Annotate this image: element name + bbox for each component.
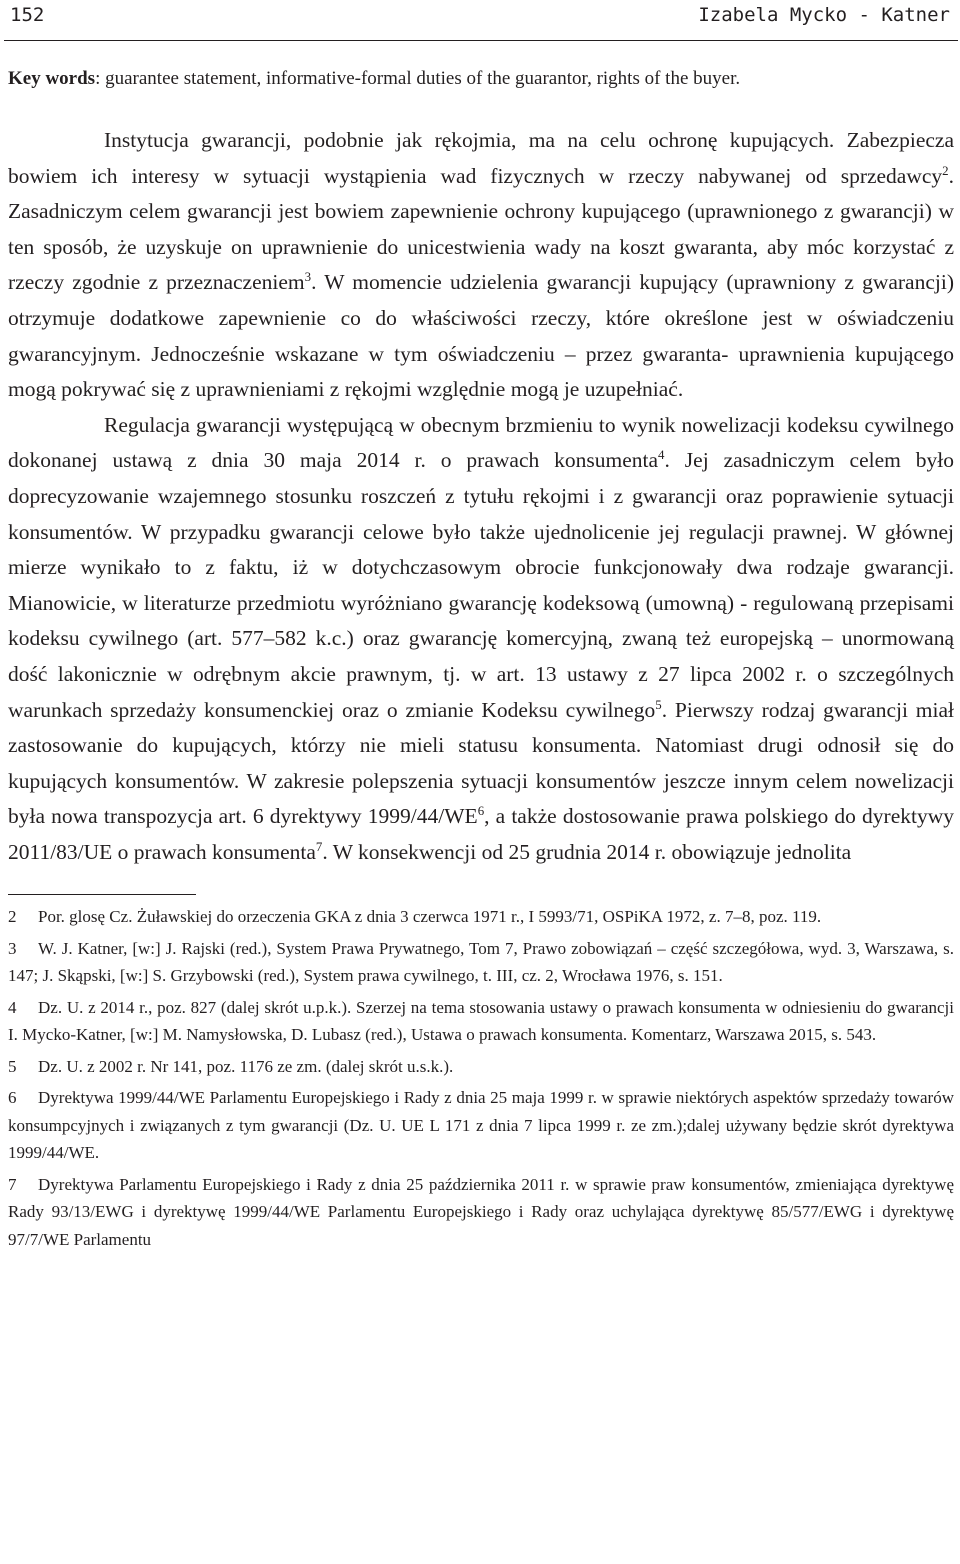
paragraph-2-text-c: . Pierwszy rodzaj gwarancji miał zastosowanie do kupujących, którzy nie mieli statusu konsumenta. Natomiast drugi odnosił się do kupujących konsumentów. W zakresie polepszenia sytuacji konsumentów jeszcze innym celem nowelizacji była nowa transpozycja art. 6 dyrektywy 1999/44/WE <box>8 697 955 829</box>
paragraph-1-text-b: . Zasadniczym celem gwarancji jest bowiem zapewnienie ochrony kupującego (uprawnionego z gwarancji) w ten sposób, że uzyskuje on uprawnienie do unicestwienia wady na koszt gwaranta, aby móc korzystać z rzeczy zgodnie z przeznaczeniem <box>8 163 954 295</box>
paragraph-2-text-b: . Jej zasadniczym celem było doprecyzowanie wzajemnego stosunku roszczeń z tytułu rękojmi i z gwarancji oraz poprawienie sytuacji konsumentów. W przypadku gwarancji celowe było także ujednolicenie jej regulacji prawnej. W głównej mierze wynikało to z faktu, iż w dotychczasowym obrocie funkcjonowały dwa rodzaje gwarancji. Mianowicie, w literaturze przedmiotu wyróżniano gwarancję kodeksową (umowną) - regulowaną przepisami kodeksu cywilnego (art. 577–582 k.c.) oraz gwarancję komercyjną, zwaną też europejską – unormowaną dość lakonicznie w odrębnym akcie prawnym, tj. w art. 13 ustawy z 27 lipca 2002 r. o szczególnych warunkach sprzedaży konsumenckiej oraz o zmianie Kodeksu cywilnego <box>8 448 954 722</box>
keywords-label: Key words <box>8 68 96 89</box>
footnote-ref-2[interactable]: 2 <box>942 163 949 178</box>
footnotes <box>8 903 954 1253</box>
footnote-text: Dz. U. z 2014 r., poz. 827 (dalej skrót u.p.k.). Szerzej na tema stosowania ustawy o prawach konsumenta w odniesieniu do gwarancji I. Mycko-Katner, [w:] M. Namysłowska, D. Lubasz (red.), Ustawa o prawach konsumenta. Komentarz, Warszawa 2015, s. 543. <box>8 997 954 1045</box>
footnote-6 <box>8 1084 954 1167</box>
footnote-2 <box>8 903 954 931</box>
footnote-text: Dyrektywa Parlamentu Europejskiego i Rady z dnia 25 października 2011 r. w sprawie praw konsumentów, zmieniająca dyrektywę Rady 93/13/EWG i dyrektywę 1999/44/WE Parlamentu Europejskiego i Rady oraz uchylająca dyrektywę 85/577/EWG i dyrektywę 97/7/WE Parlamentu <box>8 1174 954 1249</box>
paragraph-2-text-e: . W konsekwencji od 25 grudnia 2014 r. obowiązuje jednolita <box>322 839 852 864</box>
footnote-text: Por. glosę Cz. Żuławskiej do orzeczenia GKA z dnia 3 czerwca 1971 r., I 5993/71, OSPiKA 1972, z. 7–8, poz. 119. <box>38 907 822 927</box>
footnote-text: Dz. U. z 2002 r. Nr 141, poz. 1176 ze zm. (dalej skrót u.s.k.). <box>38 1056 454 1076</box>
footnote-number: 6 <box>8 1088 17 1108</box>
footnote-3 <box>8 935 954 990</box>
keywords-text: : guarantee statement, informative-formal duties of the guarantor, rights of the buyer. <box>95 68 741 89</box>
footnote-ref-5[interactable]: 5 <box>655 697 662 712</box>
footnote-text: Dyrektywa 1999/44/WE Parlamentu Europejskiego i Rady z dnia 25 maja 1999 r. w sprawie niektórych aspektów sprzedaży towarów konsumpcyjnych i związanych z tym gwarancji (Dz. U. UE L 171 z dnia 7 lipca 1999 r. ze zm.);dalej używany będzie skrót dyrektywa 1999/44/WE. <box>8 1088 954 1163</box>
footnote-number: 4 <box>8 997 17 1017</box>
footnote-number: 5 <box>8 1056 17 1076</box>
footnote-number: 3 <box>8 938 17 958</box>
page-number: 152 <box>10 4 45 26</box>
footnote-ref-3[interactable]: 3 <box>304 270 312 285</box>
footnote-number: 2 <box>8 907 17 927</box>
running-header <box>4 0 958 41</box>
footnote-7 <box>8 1171 954 1254</box>
footnote-4 <box>8 994 954 1049</box>
footnote-ref-6[interactable]: 6 <box>477 804 485 819</box>
paragraph-1-text-c: . W momencie udzielenia gwarancji kupujący (uprawniony z gwarancji) otrzymuje dodatkowe zapewnienie co do właściwości rzeczy, które określone jest w oświadczeniu gwarancyjnym. Jednocześnie wskazane w tym oświadczeniu – przez gwaranta- uprawnienia kupującego mogą pokrywać się z uprawnieniami z rękojmi względnie mogą je uzupełniać. <box>8 270 954 402</box>
body-text <box>8 123 954 870</box>
paragraph-2-text-a: Regulacja gwarancji występującą w obecnym brzmieniu to wynik nowelizacji kodeksu cywilnego dokonanej ustawą z dnia 30 maja 2014 r. o prawach konsumenta <box>8 412 954 473</box>
paragraph-1-text-a: Instytucja gwarancji, podobnie jak rękojmia, ma na celu ochronę kupujących. Zabezpiecza bowiem ich interesy w sytuacji wystąpienia wad fizycznych w rzeczy nabywanej od sprzedawcy <box>8 128 954 188</box>
keywords-line <box>8 65 954 93</box>
footnote-ref-7[interactable]: 7 <box>315 839 323 854</box>
footnote-number: 7 <box>8 1174 17 1194</box>
footnote-separator <box>8 894 196 895</box>
paragraph-2 <box>8 408 954 871</box>
footnote-ref-4[interactable]: 4 <box>658 448 665 463</box>
paragraph-2-text-d: , a także dostosowanie prawa polskiego do dyrektywy 2011/83/UE o prawach konsumenta <box>8 804 954 864</box>
footnote-text: W. J. Katner, [w:] J. Rajski (red.), System Prawa Prywatnego, Tom 7, Prawo zobowiązań – część szczegółowa, wyd. 3, Warszawa, s. 147; J. Skąpski, [w:] S. Grzybowski (red.), System prawa cywilnego, t. III, cz. 2, Wrocława 1976, s. 151. <box>8 938 954 986</box>
running-author: Izabela Mycko - Katner <box>698 4 950 26</box>
footnote-5 <box>8 1053 954 1081</box>
paragraph-1 <box>8 123 954 408</box>
